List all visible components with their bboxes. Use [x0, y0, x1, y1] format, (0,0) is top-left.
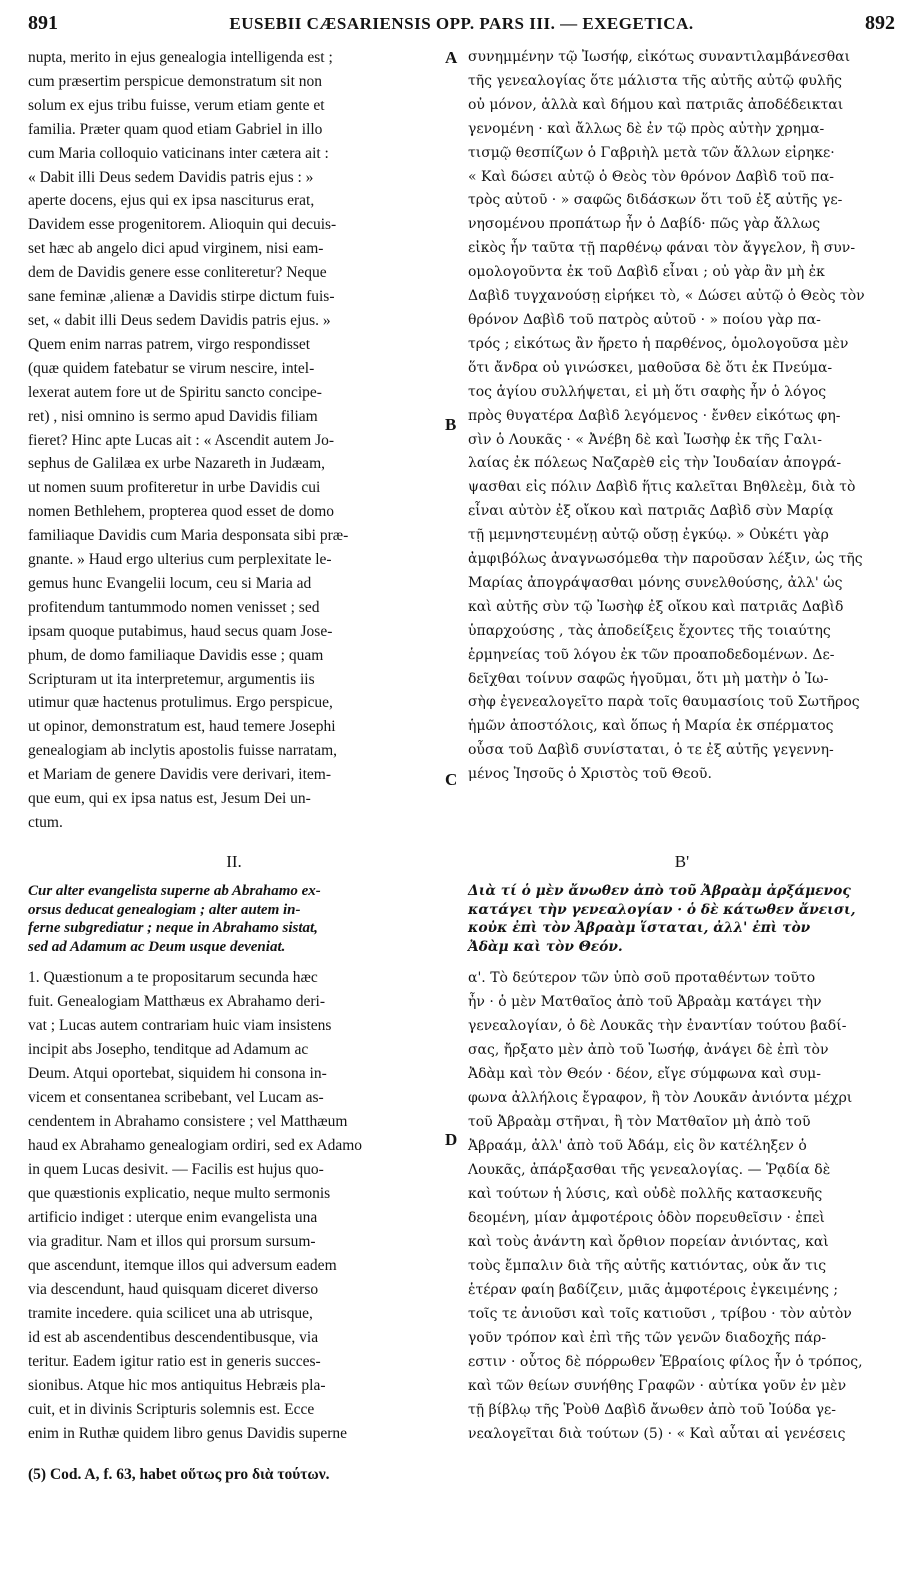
- greek-column-bottom: [468, 966, 896, 1446]
- section-number-latin: II.: [226, 852, 242, 871]
- section-number-greek: Β': [674, 852, 690, 871]
- margin-marker-c: C: [445, 770, 458, 789]
- section-title-latin: Cur alter evangelista superne ab Abrahamo ex- orsus deducat genealogiam ; alter autem in- ferne subgrediatur ; neque in Abrahamo sistat, sed ad Adamum ac Deum usque deveniat.: [28, 883, 321, 955]
- greek-paragraph-section-2: α'. Τὸ δεύτερον τῶν ὑπὸ σοῦ προταθέντων τοῦτο ἦν · ὁ μὲν Ματθαῖος ἀπὸ τοῦ Ἀβραὰμ κατάγει τὴν γενεαλογίαν, ὁ δὲ Λουκᾶς τὴν ἐναντίαν τούτου βαδί- σας, ἤρξατο μὲν ἀπὸ τοῦ Ἰωσήφ, ἀνάγει δὲ ἐπὶ τὸν Ἀδὰμ καὶ τὸν Θεόν · δέον, εἴγε σύμφωνα καὶ συμ- φωνα ἀλλήλοις ἔγραφον, ἢ τὸν Λουκᾶν ἀνιόντα μέχρι τοῦ Ἀβραὰμ στῆναι, ἢ τὸν Ματθαῖον μὴ ἀπὸ τοῦ Ἀβραάμ, ἀλλ' ἀπὸ τοῦ Ἀδάμ, εἰς ὃν κατέληξεν ὁ Λουκᾶς, ἀπάρξασθαι τῆς γενεαλογίας. — Ῥᾳδία δὲ καὶ τούτων ἡ λύσις, καὶ οὐδὲ πολλῆς κατασκευῆς δεομένη, μίαν ἀμφοτέροις ὁδὸν πορευθεῖσιν · ἐπεὶ καὶ τοὺς ἀνάντη καὶ ὄρθιον πορείαν ἀνιόντας, καὶ τοὺς ἔμπαλιν διὰ τῆς αὐτῆς κατιόντας, οὐκ ἄν τις ἑτέραν φαίη βαδίζειν, μιᾶς ἀμφοτέροις ἐγκειμένης ; τοῖς τε ἀνιοῦσι καὶ τοῖς κατιοῦσι , τρίβου · τὸν αὐτὸν γοῦν τρόπον καὶ ἐπὶ τῆς τῶν γενῶν διαδοχῆς πάρ- εστιν · οὗτος δὲ πόρρωθεν Ἑβραίοις φίλος ἦν ὁ τρόπος, καὶ τῶν θείων συνήθης Γραφῶν · αὐτίκα γοῦν ἐν μὲν τῇ βίβλῳ τῆς Ῥοὺθ Δαβὶδ ἄνωθεν ἀπὸ τοῦ Ἰούδα γε- νεαλογεῖται διὰ τούτων (5) · « Καὶ αὗται αἱ γενέσεις: [468, 970, 863, 1442]
- latin-paragraph-continued: nupta, merito in ejus genealogia intelligenda est ; cum præsertim perspicue demonstratum sit non solum ex ejus tribu fuisse, verum etiam gente et familia. Præter quam quod etiam Gabriel in illo cum Maria colloquio vaticinans inter cætera ait : « Dabit illi Deus sedem Davidis patris ejus : » aperte docens, ejus qui ex ipsa nasciturus erat, Davidem esse progenitorem. Alioquin qui decuis- set hæc ab angelo dici apud virginem, nisi eam- dem de Davidis genere esse conliteretur? Neque sane feminæ ,alienæ a Davidis stirpe dictum fuis- set, « dabit illi Deus sedem Davidis patris ejus. » Quem enim narras patrem, virgo respondisset (quæ quidem fatebatur se virum nescire, intel- lexerat autem fore ut de Spiritu sancto concipe- ret) , nisi omnino is sermo apud Davidis filiam fieret? Hinc apte Lucas ait : « Ascendit autem Jo- sephus de Galilæa ex urbe Nazareth in Judæam, ut nomen suum profiteretur in urbe Davidis cui nomen Bethlehem, propterea quod esset de domo familiaque Davidis cum Maria desponsata sibi præ- gnante. » Haud ergo ulterius cum perplexitate le- gemus hunc Evangelii locum, ceu si Maria ad profitendum tantummodo nomen venisset ; sed ipsam quoque putabimus, haud secus quam Jose- phum, de domo familiaque Davidis esse ; quam Scripturam ut ita interpretemur, argumentis iis utimur quæ hactenus protulimus. Ergo perspicue, ut opinor, demonstratum est, haud temere Josephi genealogiam ab inclytis apostolis fuisse narratam, et Mariam de genere Davidis vere derivari, item- que eum, qui ex ipsa natus est, Jesum Dei un- ctum.: [28, 49, 349, 831]
- margin-marker-b: B: [445, 415, 457, 434]
- greek-column-top: [468, 46, 896, 787]
- greek-paragraph-continued: συνημμένην τῷ Ἰωσήφ, εἰκότως συναντιλαμβάνεσθαι τῆς γενεαλογίας ὅτε μάλιστα τῆς αὐτῆς αὐτῷ φυλῆς οὐ μόνον, ἀλλὰ καὶ δήμου καὶ πατριᾶς ἀποδέδεικται γενομένη · καὶ ἄλλως δὲ ἐν τῷ πρὸς αὐτὴν χρημα- τισμῷ θεσπίζων ὁ Γαβριὴλ μετὰ τῶν ἄλλων εἰρηκε· « Καὶ δώσει αὐτῷ ὁ Θεὸς τὸν θρόνον Δαβὶδ τοῦ πα- τρὸς αὐτοῦ · » σαφῶς διδάσκων ὅτι τοῦ ἐξ αὐτῆς γε- νησομένου προπάτωρ ἦν ὁ Δαβίδ· πῶς γὰρ ἄλλως εἰκὸς ἦν ταῦτα τῇ παρθένῳ φάναι τὸν ἄγγελον, ἢ συν- ομολογοῦντα ἐκ τοῦ Δαβὶδ εἶναι ; οὐ γὰρ ἂν μὴ ἐκ Δαβὶδ τυγχανούσῃ εἰρήκει τὸ, « Δώσει αὐτῷ ὁ Θεὸς τὸν θρόνον Δαβὶδ τοῦ πατρὸς αὐτοῦ · » ποίου γὰρ πα- τρός ; εἰκότως ἂν ἤρετο ἡ παρθένος, ὁμολογοῦσα μὲν ὅτι ἄνδρα οὐ γινώσκει, μαθοῦσα δὲ ὅτι ἐκ Πνεύμα- τος ἁγίου συλλήψεται, εἰ μὴ ὅτι σαφὴς ἦν ὁ λόγος πρὸς θυγατέρα Δαβὶδ λεγόμενος · ἔνθεν εἰκότως φη- σὶν ὁ Λουκᾶς · « Ἀνέβη δὲ καὶ Ἰωσὴφ ἐκ τῆς Γαλι- λαίας ἐκ πόλεως Ναζαρὲθ εἰς τὴν Ἰουδαίαν ἀπογρά- ψασθαι εἰς πόλιν Δαβὶδ ἥτις καλεῖται Βηθλεὲμ, διὰ τὸ εἶναι αὐτὸν ἐξ οἴκου καὶ πατριᾶς Δαβὶδ σὺν Μαρίᾳ τῇ μεμνηστευμένῃ αὐτῷ οὔσῃ ἐγκύῳ. » Οὐκέτι γὰρ ἀμφιβόλως ἀναγνωσόμεθα τὴν παροῦσαν λέξιν, ὡς τῆς Μαρίας ἀπογράψασθαι μόνης συνελθούσης, ἀλλ' ὡς καὶ αὐτῆς σὺν τῷ Ἰωσὴφ ἐξ οἴκου καὶ πατριᾶς Δαβὶδ ὑπαρχούσης , τὰς ἀποδείξεις ἔχοντες τῆς τοιαύτης ἑρμηνείας τοῦ λόγου ἐκ τῶν προαποδεδομένων. Δε- δεῖχθαι τοίνυν σαφῶς ἡγοῦμαι, ὅτι μὴ ματὴν ὁ Ἰω- σὴφ ἐγενεαλογεῖτο παρὰ τοῖς θαυμασίοις τοῦ Σωτῆρος ἡμῶν ἀποστόλοις, καὶ ὅπως ἡ Μαρία ἐκ σπέρματος οὖσα τοῦ Δαβὶδ συνίσταται, ὁ τε ἐξ αὐτῆς γεγεννη- μένος Ἰησοῦς ὁ Χριστὸς τοῦ Θεοῦ.: [468, 49, 865, 783]
- margin-marker-d: D: [445, 1130, 458, 1149]
- running-title: EUSEBII CÆSARIENSIS OPP. PARS III. — EXEGETICA.: [229, 14, 694, 33]
- page-number-left: 891: [28, 12, 58, 34]
- page-header: [28, 12, 895, 38]
- footnote: (5) Cod. A, f. 63, habet οὕτως pro διὰ τούτων.: [28, 1466, 330, 1483]
- margin-marker-a: A: [445, 48, 458, 67]
- latin-column-top: [28, 46, 440, 835]
- latin-paragraph-section-2: 1. Quæstionum a te propositarum secunda hæc fuit. Genealogiam Matthæus ex Abrahamo deri- vat ; Lucas autem contrariam huic viam insistens incipit abs Josepho, tenditque ad Adamum ac Deum. Atqui oportebat, siquidem hi consona in- vicem et consentanea scribebant, vel Lucam as- cendentem in Abrahamo consistere ; vel Matthæum haud ex Abrahamo genealogiam ordiri, sed ex Adamo in quem Lucas desivit. — Facilis est hujus quo- que quæstionis explicatio, neque multo sermonis artificio indiget : uterque enim evangelista una via graditur. Nam et illos qui prorsum sursum- que ascendunt, itemque illos qui adversum eadem via descendunt, haud quisquam diceret diverso tramite incedere. quia scilicet una ab utrisque, id est ab ascendentibus descendentibusque, via teritur. Eadem igitur ratio est in generis succes- sionibus. Atque hic mos antiquitus Hebræis pla- cuit, et in divinis Scripturis solemnis est. Ecce enim in Ruthæ quidem libro genus Davidis superne: [28, 969, 363, 1442]
- page-number-right: 892: [865, 12, 895, 34]
- section-title-greek: Διὰ τί ὁ μὲν ἄνωθεν ἀπὸ τοῦ Ἀβραὰμ ἀρξάμενος κατάγει τὴν γενεαλογίαν · ὁ δὲ κάτωθεν ἄνεισι, κοὐκ ἐπὶ τὸν Ἀβραὰμ ἵσταται, ἀλλ' ἐπὶ τὸν Ἀδὰμ καὶ τὸν Θεόν.: [468, 883, 856, 955]
- latin-column-bottom: [28, 966, 440, 1446]
